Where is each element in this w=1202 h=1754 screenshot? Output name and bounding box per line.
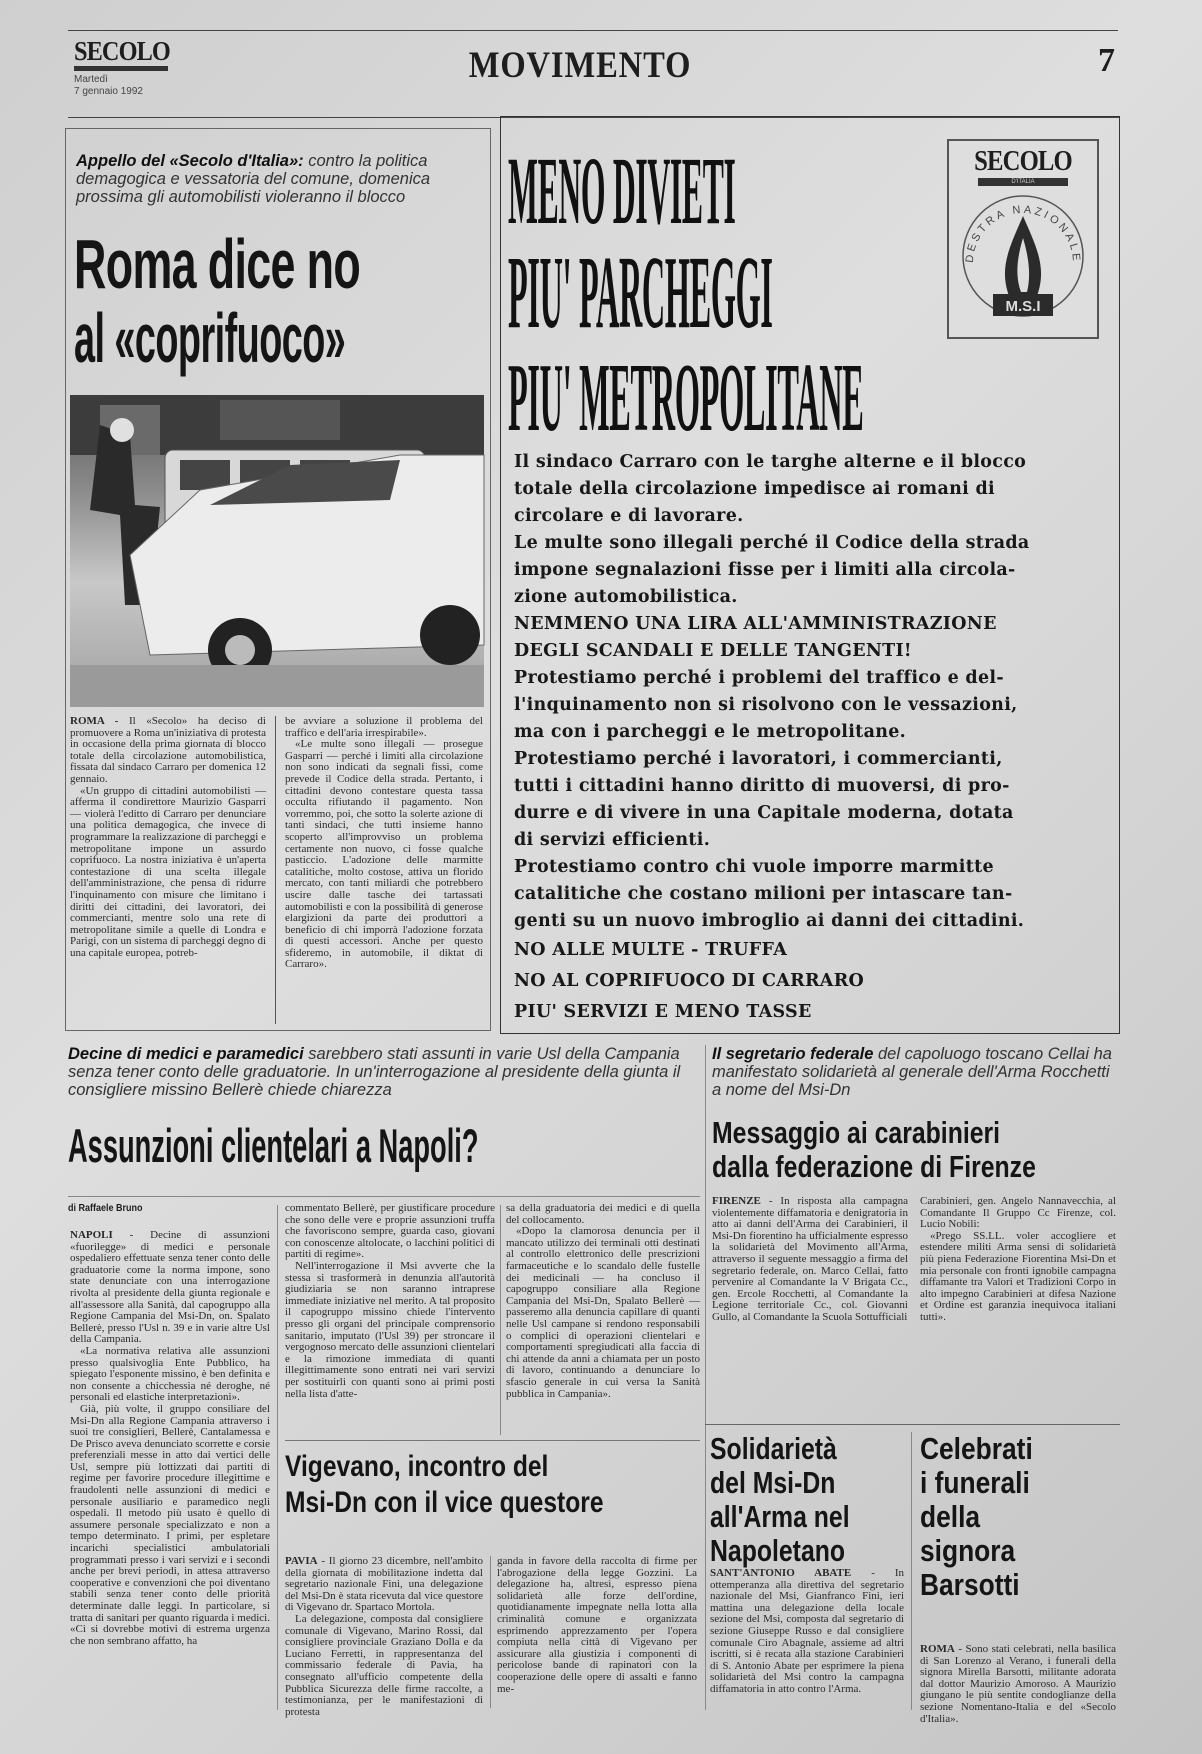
paragraph: ganda in favore della raccolta di firme per l'abrogazione della legge Gozzini. La delegazione ha, altresì, espresso piena solidarietà alle forze dell'ordine, quotidianamente impegnate nella lotta alla criminalità comune e organizzata esprimendo apprezzamento per l'opera compiuta nella città di Vigevano per assicurare alla giustizia i componenti di pericolose bande di rapinatori con la cooperazione delle opere di assalti e fanno me- <box>497 1555 697 1695</box>
masthead-logo <box>74 36 174 98</box>
paragraph: Nell'interrogazione il Msi avverte che la stessa si trasformerà in denunzia all'autorità giudiziaria se non saranno intraprese immediate iniziative nel merito. A tal proposito il capogruppo missino chiede l'intervento presso gli organi del principale comprensorio sanitario, imputato (l'Usl 39) per stroncare il vergognoso mercato delle assunzioni clientelari e la rimozione immediata di quanti illegittimamente sono entrati nei vari servizi per sostituirli con quanti sono ai primi posti nella lista d'atte- <box>285 1259 495 1400</box>
column-rule <box>490 1556 491 1708</box>
kicker-lead: Decine di medici e paramedici <box>68 1045 304 1063</box>
paragraph: «Le multe sono illegali — prosegue Gasparri — perché i limiti alla circolazione non sono indicati da segnali fissi, come prevede il Codice della strada. Pertanto, i cittadini devono contestare questa tassa occulta rifiutando il pagamento. Non vorremmo, poi, che sotto la solerte azione di tanti sindaci, che tutti insieme hanno scoperto all'improvviso un problema certamente non nuovo, ci fosse qualche pasticcio. L'adozione delle marmitte catalitiche, molto costose, attiva un florido mercato, con tanti miliardi che potrebbero uscire dalle tasche dei tartassati automobilisti e con la possibilità di generose elargizioni da parte dei produttori a beneficio di chi imporrà l'adozione forzata di questi accessori. Anche per questo sfideremo, in automobile, il diktat di Carraro». <box>285 738 483 971</box>
dateline: NAPOLI <box>70 1229 113 1241</box>
dateline: FIRENZE <box>712 1195 761 1207</box>
dateline: SANT'ANTONIO ABATE <box>710 1567 852 1579</box>
headline-line: del Msi-Dn <box>710 1465 836 1500</box>
vigevano-headline-1: Vigevano, incontro del <box>285 1450 549 1483</box>
kicker-text: contro la politica demagogica e vessatoria del comune, domenica prossima gli automobilisti violeranno il blocco <box>76 152 431 206</box>
firenze-col-2 <box>920 1196 1116 1411</box>
manifesto-title-2: PIU' PARCHEGGI <box>508 235 773 350</box>
manifesto-line: l'inquinamento non si risolvono con le vessazioni, <box>514 695 1018 715</box>
paragraph: La delegazione, composta dal consigliere comunale di Vigevano, Marino Rossi, dal consigliere provinciale Graziano Dolla e da Luciano Ferretti, in rappresentanza del commissario federale di Pavia, ha consegnato all'ufficio competente della Pubblica Sicurezza delle firme raccolte, a testimonianza, per le manifestazioni di protesta <box>285 1612 483 1718</box>
napoli-kicker <box>68 1045 688 1099</box>
logo-secolo: SECOLO <box>974 145 1072 177</box>
kicker-lead: Appello del «Secolo d'Italia»: <box>76 152 304 170</box>
dateline: ROMA <box>920 1643 955 1655</box>
firenze-headline-2: dalla federazione di Firenze <box>712 1149 1036 1184</box>
paragraph: «La normativa relativa alle assunzioni presso qualsivoglia Ente Pubblico, ha spiegato l'esponente missino, è ben definita e non consente a chicchessia né deroghe, né personali ed elastiche interpretazioni». <box>70 1344 270 1404</box>
paragraph: - Il giorno 23 dicembre, nell'ambito della giornata di mobilitazione indetta dal segretario nazionale Fini, una delegazione del Msi-Dn è stata ricevuta dal vice questore di Vigevano dr. Spartaco Mortola. <box>285 1555 483 1614</box>
section-title: MOVIMENTO <box>468 45 692 86</box>
manifesto-title-3: PIU' METROPOLITANE <box>508 344 864 452</box>
manifesto-line: durre e di vivere in una Capitale moderna, dotata <box>514 803 1014 823</box>
paragraph: - Decine di assunzioni «fuorilegge» di medici e personale ospedaliero effettuate senza tener conto delle graduatorie come la norma impone, sono state denunciate con una interrogazione rivolta al presidente della giunta regionale e all'assessore alla Sanità, dal capogruppo alla Regione Campania del Msi-Dn, on. Spalato Bellerè, presso l'Usl n. 39 e in varie altre Usl della Campania. <box>70 1229 270 1346</box>
barsotti-body <box>920 1643 1116 1725</box>
firenze-col-1 <box>712 1196 908 1411</box>
dateline: PAVIA <box>285 1555 318 1567</box>
logo-text: SECOLO <box>74 36 170 66</box>
manifesto-line: NEMMENO UNA LIRA ALL'AMMINISTRAZIONE <box>514 614 997 634</box>
manifesto-line: totale della circolazione impedisce ai romani di <box>514 479 995 499</box>
issue-date: 7 gennaio 1992 <box>74 86 143 97</box>
ring-text: DESTRA NAZIONALE <box>963 203 1083 265</box>
manifesto-line: Protestiamo perché i lavoratori, i commercianti, <box>514 749 1003 769</box>
solidarieta-headline <box>710 1432 885 1568</box>
roma-headline-1: Roma dice no <box>74 225 361 303</box>
msi-flame-emblem-icon <box>949 188 1097 328</box>
paragraph: - In ottemperanza alla direttiva del segretario nazionale del Msi, Gianfranco Fini, ieri mattina una delegazione della locale sezione del Msi, composta dal segretario di sezione Giuseppe Russo e dal consigliere comunale Ciro Abagnale, assieme ad altri iscritti, si è recata alla stazione Carabinieri di S. Antonio Abate per esprimere la piena solidarietà del Msi contro la campagna diffamatoria in atto contro l'Arma. <box>710 1567 904 1695</box>
manifesto-line: tutti i cittadini hanno diritto di muoversi, di pro- <box>514 776 1010 796</box>
manifesto-text <box>514 449 1030 1028</box>
kicker-text: sarebbero stati assunti in varie Usl della Campania senza tener conto delle graduatorie. In un'interrogazione al presidente della giunta il consigliere missino Bellerè chiede chiarezza <box>68 1045 681 1099</box>
manifesto-slogan: NO ALLE MULTE - TRUFFA <box>514 940 788 960</box>
section-rule <box>285 1440 700 1441</box>
paragraph: - Sono stati celebrati, nella basilica di San Lorenzo al Verano, i funerali della signora Mirella Barsotti, militante adorata dal dottor Maurizio Amoroso. A Maurizio giungano le più sentite condoglianze della sezione Nomentano-Italia e del «Secolo d'Italia». <box>920 1643 1116 1725</box>
napoli-headline: Assunzioni clientelari a Napoli? <box>68 1119 479 1172</box>
dateline: ROMA - <box>70 715 119 727</box>
headline-line: Barsotti <box>920 1567 1020 1602</box>
header-top-rule <box>68 30 1118 31</box>
manifesto-line: Protestiamo contro chi vuole imporre marmitte <box>514 857 994 877</box>
paragraph: be avviare a soluzione il problema del traffico e dell'aria irrespirabile». <box>285 715 483 739</box>
manifesto-line: catalitiche che costano milioni per intascare tan- <box>514 884 1013 904</box>
kicker-text: del capoluogo toscano Cellai ha manifestato solidarietà al generale dell'Arma Rocchetti a nome del Msi-Dn <box>712 1045 1112 1099</box>
paragraph: commentato Bellerè, per giustificare procedure che sono delle vere e proprie assunzioni truffa che favoriscono sempre, guarda caso, giovani con conoscenze altolocate, o lacchini politici di partiti di regime». <box>285 1202 495 1261</box>
column-rule <box>275 716 276 1024</box>
paragraph: Già, più volte, il gruppo consiliare del Msi-Dn alla Regione Campania attraverso i suoi tre consiglieri, Bellerè, Cantalamessa e De Prisco aveva denunciato scorrette e corsie preferenziali messe in atto dai vertici delle Usl, sempre più lottizzati dai partiti di regime per favorire procedure illegittime e fraudolenti nelle assunzioni di medici e personale ausiliario e paramedico negli ospedali. Il metodo più usato è quello di assumere personale specializzato e non a tempo determinato. I primi, per espletare incarichi specialistici ambulatoriali programmati presso i vari servizi e i secondi anche per brevi periodi, in attesa attraverso cooperative e convenzioni che poi diventano stabili senza tener conto delle priorità determinate dalle leggi. In particolare, si tratta di sanitari per quanto riguarda i medici. «Ci si dovrebbe motivi di estrema urgenza che non sembrano affatto, ha <box>70 1402 270 1647</box>
headline-line: Napoletano <box>710 1533 846 1568</box>
paragraph: «Prego SS.LL. voler accogliere et estendere militi Arma sensi di solidarietà più piena Federazione Fiorentina Msi-Dn et mia personale con fronti ignobile campagna diffamante tra Valori et Tradizioni Corpo in alto impegno Carabinieri at difesa Nazione et Ordine est garanzia inequivoca italiani tutti». <box>920 1229 1116 1323</box>
issue-day: Martedì <box>74 74 108 85</box>
headline-line: signora <box>920 1533 1016 1568</box>
column-rule <box>500 1205 501 1435</box>
manifesto-line: Protestiamo perché i problemi del traffico e del- <box>514 668 1004 688</box>
manifesto-line: DEGLI SCANDALI E DELLE TANGENTI! <box>514 641 912 661</box>
paragraph: «Un gruppo di cittadini automobilisti — afferma il condirettore Maurizio Gasparri — violerà l'editto di Carraro per denunciare una politica demagogica, che invece di programmare la realizzazione di parcheggi e metropolitane impone un assurdo coprifuoco. La nostra iniziativa è un'aperta contestazione di una scelta illegale dell'amministrazione, che pensa di ridurre l'inquinamento con misure che limitano i diritti dei cittadini, dei lavoratori, dei commercianti, mentre solo una rete di metropolitane simile a quelle di Londra e Parigi, con un sistema di parcheggi degno di una capitale europea, potreb- <box>70 784 266 959</box>
barsotti-headline <box>920 1432 1053 1602</box>
manifesto-line: ma con i parcheggi e le metropolitane. <box>514 722 907 742</box>
column-rule <box>277 1205 278 1710</box>
paragraph: Carabinieri, gen. Angelo Nannavecchia, al Comandante Il Gruppo Cc Firenze, col. Lucio Nobili: <box>920 1195 1116 1231</box>
msi-logo-box <box>947 139 1099 339</box>
column-rule <box>705 1045 706 1710</box>
manifesto-line: zione automobilistica. <box>514 587 738 607</box>
manifesto-line: Il sindaco Carraro con le targhe alterne e il blocco <box>514 452 1027 472</box>
headline-line: della <box>920 1499 981 1534</box>
napoli-col-2 <box>285 1203 495 1435</box>
headline-line: i funerali <box>920 1465 1030 1500</box>
manifesto-line: genti su un nuovo imbroglio ai danni dei cittadini. <box>514 911 1025 931</box>
traffic-photo <box>70 395 484 707</box>
manifesto-line: di servizi efficienti. <box>514 830 711 850</box>
roma-col-2 <box>285 716 483 1026</box>
paragraph: Il «Secolo» ha deciso di promuovere a Roma un'iniziativa di protesta in occasione della prima giornata di blocco totale della circolazione automobilistica, fissata dal sindaco Carraro per domenica 12 gennaio. <box>70 715 266 785</box>
photo-scene <box>70 395 484 707</box>
headline-line: Solidarietà <box>710 1431 837 1466</box>
firenze-headline-1: Messaggio ai carabinieri <box>712 1115 1001 1150</box>
paragraph: «Dopo la clamorosa denuncia per il mancato utilizzo dei terminali otti destinati al controllo elettronico delle prescrizioni farmaceutiche e lo scandalo delle fustelle dei medicinali — ha concluso il capogruppo consiliare alla Regione Campania del Msi-Dn, Spalato Bellerè — passeremo alla denuncia capillare di quanti nelle Usl campane si rendono responsabili o complici di operazioni clientelari e comportamenti spregiudicati alla faccia di chi attende da anni a chiamata per un posto di lavoro, continuando a denunciare lo sfascio generale in cui versa la Sanità pubblica in Campania». <box>506 1225 700 1400</box>
solidarieta-body <box>710 1568 904 1708</box>
paragraph: - In risposta alla campagna violentemente diffamatoria e denigratoria in atto ai danni dell'Arma dei Carabinieri, il Msi-Dn fiorentino ha ufficialmente espresso la solidarietà del Movimento all'Arma, attraverso il seguente messaggio a firma del segretario federale, on. Marco Cellai, fatto pervenire al Comandante la V Brigata Cc., gen. Ercole Rocchetti, al Comandante la Legione territoriale Cc., col. Giovanni Gullo, al Comandante la Scuola Sottufficiali <box>712 1195 908 1323</box>
section-rule <box>68 1196 700 1197</box>
manifesto-line: Le multe sono illegali perché il Codice della strada <box>514 533 1030 553</box>
paragraph: sa della graduatoria dei medici e di quella del collocamento. <box>506 1202 700 1226</box>
firenze-kicker <box>712 1045 1117 1099</box>
roma-headline-2: al «coprifuoco» <box>74 299 346 377</box>
manifesto-line: impone segnalazioni fisse per i limiti alla circola- <box>514 560 1016 580</box>
page-number: 7 <box>1098 42 1115 79</box>
manifesto-line: circolare e di lavorare. <box>514 506 744 526</box>
vigevano-col-2 <box>497 1556 697 1708</box>
headline-line: Celebrati <box>920 1431 1033 1466</box>
vigevano-headline-2: Msi-Dn con il vice questore <box>285 1486 604 1519</box>
manifesto-slogan: NO AL COPRIFUOCO DI CARRARO <box>514 971 865 991</box>
kicker-lead: Il segretario federale <box>712 1045 874 1063</box>
napoli-col-3 <box>506 1203 700 1435</box>
msi-badge-text: M.S.I <box>1005 298 1041 315</box>
roma-col-1 <box>70 716 266 1026</box>
manifesto-title-1: MENO DIVIETI <box>508 137 736 244</box>
napoli-col-1 <box>70 1230 270 1708</box>
headline-line: all'Arma nel <box>710 1499 850 1534</box>
manifesto-slogan: PIU' SERVIZI E MENO TASSE <box>514 1002 812 1022</box>
column-rule <box>911 1432 912 1710</box>
roma-kicker <box>76 152 476 206</box>
section-rule <box>705 1424 1120 1425</box>
logo-sub: D'ITALIA <box>978 178 1068 186</box>
byline: di Raffaele Bruno <box>68 1203 143 1214</box>
vigevano-col-1 <box>285 1555 483 1718</box>
